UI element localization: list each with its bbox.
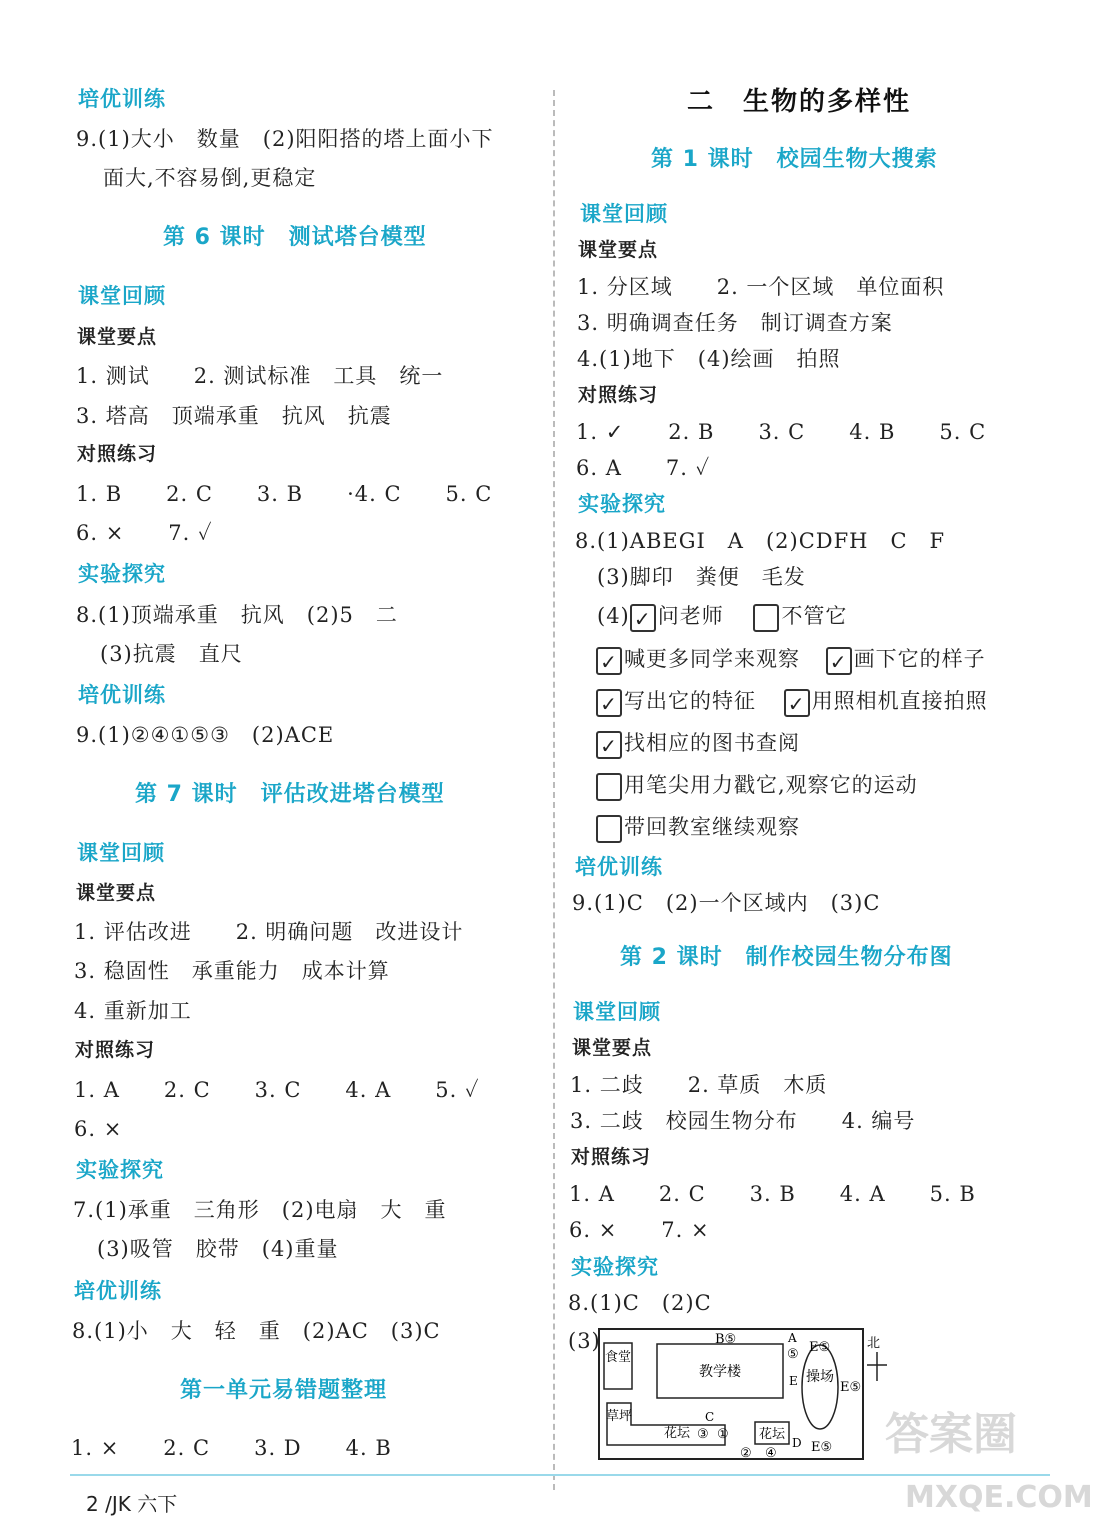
section-title: 课堂回顾 [78, 284, 166, 308]
subsection-title: 课堂要点 [572, 1037, 653, 1059]
watermark-url: MXQE.COM [905, 1480, 1093, 1515]
map-marker: C [705, 1410, 715, 1424]
section-title: 课堂回顾 [573, 1000, 661, 1024]
subsection-title: 对照练习 [578, 384, 659, 406]
answer-line: 9.(1)②④①⑤③ (2)ACE [76, 723, 335, 747]
answer-line: 1. A 2. C 3. C 4. A 5. ✓ [74, 1078, 480, 1102]
answer-line: 1. 分区域 2. 一个区域 单位面积 [577, 275, 945, 299]
section-title: 培优训练 [78, 87, 166, 111]
lesson-title: 第 7 课时 评估改进塔台模型 [135, 782, 445, 807]
item-prefix: (4) [597, 604, 630, 628]
section-title: 培优训练 [74, 1279, 162, 1303]
map-marker: ② [740, 1446, 752, 1461]
checkbox-row [596, 727, 800, 759]
answer-line: 7.(1)承重 三角形 (2)电扇 大 重 [73, 1198, 447, 1222]
lawn-label: 草坪 [605, 1409, 633, 1424]
checkbox-unchecked [596, 773, 622, 801]
checkbox-checked: ✓ [596, 647, 622, 675]
answer-line: 4.(1)地下 (4)绘画 拍照 [577, 347, 841, 371]
checkbox-label: 写出它的特征 [624, 689, 756, 713]
footer-rule [70, 1474, 1050, 1476]
checkbox-label: 问老师 [657, 604, 724, 628]
answer-line: 1. ✓ 2. B 3. C 4. B 5. C [576, 420, 987, 444]
answer-line: 6. × 7. ✓ [76, 521, 213, 545]
section-title: 培优训练 [575, 855, 663, 879]
checkbox-row [597, 600, 847, 632]
checkbox-row [596, 643, 986, 675]
answer-line: 1. 二歧 2. 草质 木质 [570, 1073, 828, 1097]
map-marker: ③ [697, 1427, 709, 1442]
subsection-title: 课堂要点 [76, 882, 157, 904]
checkbox-label: 用照相机直接拍照 [811, 689, 988, 713]
answer-line: 8.(1)小 大 轻 重 (2)AC (3)C [72, 1319, 441, 1343]
lesson-title: 第一单元易错题整理 [180, 1378, 388, 1403]
answer-line: (3) [568, 1329, 601, 1353]
answer-line: 6. × 7. × [569, 1218, 710, 1242]
answer-line: 8.(1)ABEGI A (2)CDFH C F [575, 529, 946, 553]
checkbox-label: 带回教室继续观察 [624, 815, 800, 839]
checkbox-unchecked [753, 604, 779, 632]
checkbox-label: 用笔尖用力戳它,观察它的运动 [624, 773, 918, 797]
checkbox-checked: ✓ [826, 647, 852, 675]
section-title: 实验探究 [76, 1158, 164, 1182]
section-title: 实验探究 [571, 1255, 659, 1279]
playground-label: 操场 [806, 1369, 834, 1385]
answer-line: 4. 重新加工 [74, 999, 192, 1023]
checkbox-checked: ✓ [784, 689, 810, 717]
answer-line: (3)抗震 直尺 [100, 642, 243, 666]
flowerbed-label: 花坛 [758, 1427, 786, 1442]
answer-line: 9.(1)大小 数量 (2)阳阳搭的塔上面小下 [76, 127, 494, 151]
section-title: 培优训练 [78, 683, 166, 707]
answer-line: 3. 二歧 校园生物分布 4. 编号 [570, 1109, 916, 1133]
watermark-logo: 答案圈 [885, 1409, 1017, 1460]
map-marker: E⑤ [811, 1440, 833, 1455]
answer-line: 6. A 7. ✓ [576, 456, 711, 480]
lesson-title: 第 6 课时 测试塔台模型 [163, 225, 427, 250]
column-divider [553, 90, 555, 1490]
section-title: 实验探究 [78, 562, 166, 586]
answer-line: 3. 塔高 顶端承重 抗风 抗震 [76, 404, 392, 428]
checkbox-label: 找相应的图书查阅 [624, 731, 800, 755]
answer-line: 1. 测试 2. 测试标准 工具 统一 [76, 364, 444, 388]
checkbox-label: 喊更多同学来观察 [624, 647, 800, 671]
subsection-title: 对照练习 [77, 443, 158, 465]
map-marker: E⑤ [809, 1340, 831, 1355]
checkbox-row [596, 685, 988, 717]
checkbox-unchecked [596, 815, 622, 843]
section-title: 实验探究 [578, 492, 666, 516]
answer-line: 1. B 2. C 3. B ·4. C 5. C [76, 482, 493, 506]
north-label: 北 [867, 1336, 881, 1351]
subsection-title: 课堂要点 [578, 239, 659, 261]
checkbox-checked: ✓ [596, 689, 622, 717]
map-marker: ① [717, 1427, 729, 1442]
subsection-title: 对照练习 [571, 1146, 652, 1168]
checkbox-label: 不管它 [781, 604, 848, 628]
map-marker: E [789, 1374, 798, 1388]
answer-line: 8.(1)顶端承重 抗风 (2)5 二 [76, 603, 398, 627]
map-marker: ⑤ [787, 1347, 799, 1362]
chapter-title: 二 生物的多样性 [687, 87, 912, 117]
answer-line: 面大,不容易倒,更稳定 [103, 166, 317, 190]
section-title: 课堂回顾 [580, 202, 668, 226]
map-marker: ④ [765, 1446, 777, 1461]
lesson-title: 第 2 课时 制作校园生物分布图 [620, 945, 953, 970]
map-marker: E⑤ [840, 1380, 862, 1395]
subsection-title: 对照练习 [75, 1039, 156, 1061]
subsection-title: 课堂要点 [77, 326, 158, 348]
checkbox-row [596, 769, 918, 801]
answer-line: 1. A 2. C 3. B 4. A 5. B [569, 1182, 976, 1206]
section-title: 课堂回顾 [77, 841, 165, 865]
answer-line: 1. 评估改进 2. 明确问题 改进设计 [74, 920, 464, 944]
checkbox-checked: ✓ [630, 604, 656, 632]
checkbox-checked: ✓ [596, 731, 622, 759]
answer-line: 6. × [74, 1117, 123, 1141]
answer-line: (3)吸管 胶带 (4)重量 [97, 1237, 339, 1261]
checkbox-label: 画下它的样子 [853, 647, 986, 671]
answer-line: (3)脚印 粪便 毛发 [597, 565, 806, 589]
teaching-building-label: 教学楼 [699, 1364, 741, 1380]
campus-map [595, 1325, 895, 1465]
map-marker: B⑤ [715, 1332, 737, 1347]
map-marker: A [788, 1331, 797, 1345]
checkbox-row [596, 811, 800, 843]
map-marker: D [792, 1436, 802, 1450]
answer-line: 9.(1)C (2)一个区域内 (3)C [572, 891, 881, 915]
answer-line: 1. × 2. C 3. D 4. B [71, 1436, 392, 1460]
canteen-label: 食堂 [604, 1350, 632, 1365]
answer-line: 3. 稳固性 承重能力 成本计算 [74, 959, 390, 983]
answer-line: 8.(1)C (2)C [568, 1291, 712, 1315]
answer-line: 3. 明确调查任务 制订调查方案 [577, 311, 893, 335]
lesson-title: 第 1 课时 校园生物大搜索 [651, 147, 938, 172]
page-footer: 2 /JK 六下 [86, 1492, 178, 1516]
flowerbed-label: 花坛 [663, 1426, 691, 1441]
